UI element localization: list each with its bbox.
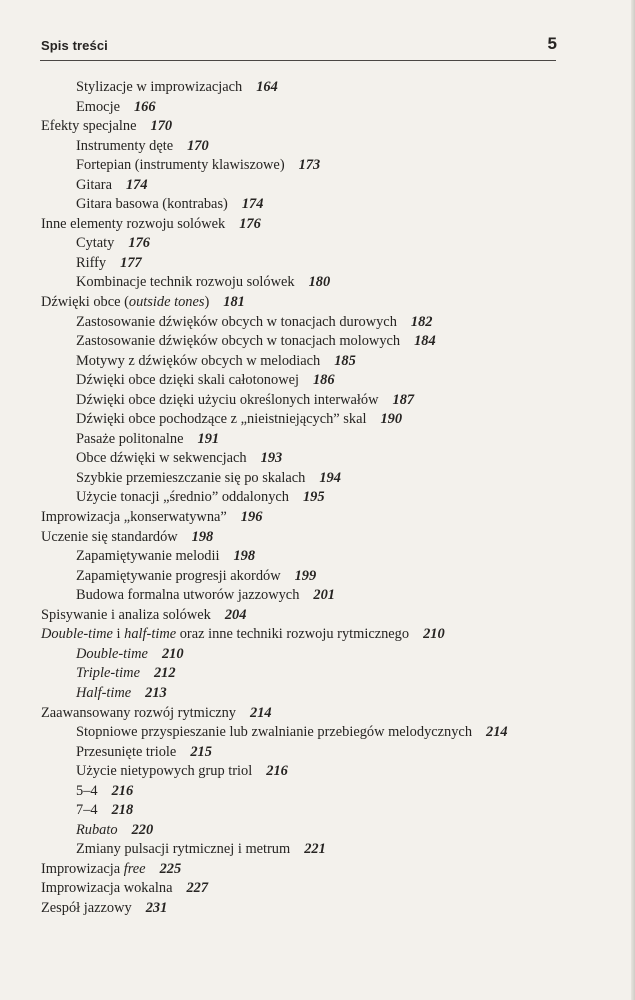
- toc-page-number: 231: [145, 899, 168, 916]
- toc-subsection-entry: [0, 78, 635, 98]
- toc-entry-title: outside tones: [128, 294, 205, 311]
- toc-subsection-entry: [0, 547, 635, 567]
- toc-section-entry: [0, 879, 635, 899]
- toc-section-entry: [0, 528, 635, 548]
- toc-page-number: 191: [197, 430, 220, 447]
- toc-entry-title: Triple-time: [76, 665, 140, 682]
- toc-entry-title: Szybkie przemieszczanie się po skalach: [76, 469, 306, 486]
- toc-subsection-entry: [0, 332, 635, 352]
- toc-subsection-entry: [0, 664, 635, 684]
- toc-entry-title: Efekty specjalne: [41, 118, 137, 135]
- toc-page-number: 170: [150, 118, 173, 135]
- toc-page-number: 164: [256, 79, 278, 95]
- toc-entry-title: Zapamiętywanie progresji akordów: [76, 567, 281, 584]
- toc-entry-title: oraz inne techniki rozwoju rytmicznego: [176, 626, 410, 643]
- toc-subsection-entry: [0, 567, 635, 587]
- toc-subsection-entry: [0, 430, 635, 450]
- toc-subsection-entry: [0, 391, 635, 411]
- toc-entry-title: Emocje: [76, 98, 120, 115]
- toc-entry-title: Double-time: [41, 626, 113, 643]
- toc-page-number: 210: [423, 626, 445, 643]
- toc-subsection-entry: [0, 782, 635, 802]
- toc-page-number: 212: [153, 665, 176, 682]
- toc-page-number: 180: [308, 274, 331, 291]
- toc-entry-title: Riffy: [76, 254, 107, 271]
- toc-section-entry: [0, 117, 635, 137]
- toc-entry-title: Uczenie się standardów: [41, 528, 178, 545]
- toc-entry-title: Stylizacje w improwizacjach: [76, 79, 243, 95]
- toc-page-number: 170: [187, 137, 209, 154]
- toc-page-number: 227: [186, 880, 209, 897]
- toc-entry-title: Improwizacja „konserwatywna”: [41, 509, 227, 526]
- toc-section-entry: [0, 860, 635, 880]
- toc-entry-title: Spisywanie i analiza solówek: [41, 606, 211, 623]
- toc-entry-title: Dźwięki obce dzięki skali całotonowej: [76, 372, 299, 389]
- toc-entry-title: Instrumenty dęte: [76, 137, 174, 154]
- toc-subsection-entry: [0, 137, 635, 157]
- running-header-title: Spis treści: [41, 38, 108, 53]
- toc-entry-title: Dźwięki obce (: [41, 294, 129, 311]
- toc-subsection-entry: [0, 469, 635, 489]
- toc-page-number: 215: [190, 743, 212, 760]
- toc-page-number: 187: [392, 391, 415, 408]
- toc-entry-title: Dźwięki obce dzięki użyciu określonych interwałów: [76, 391, 379, 408]
- toc-page-number: 181: [223, 294, 245, 311]
- toc-entry-title: Obce dźwięki w sekwencjach: [76, 450, 247, 467]
- toc-entry-title: Zapamiętywanie melodii: [76, 548, 220, 565]
- toc-subsection-entry: [0, 762, 635, 782]
- toc-entry-title: Kombinacje technik rozwoju solówek: [76, 274, 295, 291]
- toc-subsection-entry: [0, 488, 635, 508]
- toc-subsection-entry: [0, 410, 635, 430]
- toc-subsection-entry: [0, 156, 635, 176]
- toc-entry-title: Zastosowanie dźwięków obcych w tonacjach molowych: [76, 333, 401, 350]
- toc-entry-title: ): [204, 294, 210, 311]
- toc-page-number: 182: [410, 313, 433, 330]
- toc-subsection-entry: [0, 645, 635, 665]
- toc-subsection-entry: [0, 313, 635, 333]
- toc-entry-title: Stopniowe przyspieszanie lub zwalnianie przebiegów melodycznych: [76, 724, 473, 741]
- toc-entry-title: Zespół jazzowy: [41, 899, 132, 916]
- toc-page-number: 225: [159, 860, 182, 877]
- toc-page-number: 193: [260, 450, 283, 467]
- toc-page-number: 218: [111, 802, 134, 819]
- page-edge: [631, 0, 635, 1000]
- toc-entry-title: Zmiany pulsacji rytmicznej i metrum: [76, 841, 291, 858]
- toc-section-entry: [0, 215, 635, 235]
- toc-entry-title: Zaawansowany rozwój rytmiczny: [41, 704, 237, 721]
- toc-subsection-entry: [0, 352, 635, 372]
- toc-entry-title: Użycie tonacji „średnio” oddalonych: [76, 489, 289, 506]
- toc-page-number: 185: [334, 352, 356, 369]
- toc-page-number: 220: [131, 821, 154, 838]
- toc-subsection-entry: [0, 743, 635, 763]
- toc-entry-title: Inne elementy rozwoju solówek: [41, 215, 226, 232]
- toc-entry-title: Improwizacja: [41, 860, 124, 877]
- toc-page-number: 196: [240, 509, 263, 526]
- toc-page-number: 198: [191, 528, 214, 545]
- toc-page-number: 210: [161, 645, 184, 662]
- toc-entry-title: 5–4: [76, 782, 98, 799]
- toc-entry-title: i: [112, 626, 125, 643]
- toc-page-number: 184: [414, 333, 436, 350]
- toc-page-number: 176: [239, 215, 261, 232]
- toc-entry-title: Zastosowanie dźwięków obcych w tonacjach durowych: [76, 313, 397, 330]
- toc-entry-title: half-time: [124, 626, 177, 643]
- toc-section-entry: [0, 704, 635, 724]
- toc-page-number: 213: [145, 684, 167, 701]
- toc-section-entry: [0, 625, 635, 645]
- toc-page-number: 216: [266, 763, 288, 780]
- toc-page-number: 190: [380, 411, 403, 428]
- toc-entry-title: Pasaże politonalne: [76, 430, 184, 447]
- toc-entry-title: Budowa formalna utworów jazzowych: [76, 587, 300, 604]
- toc-subsection-entry: [0, 449, 635, 469]
- toc-entry-title: Gitara: [76, 176, 112, 193]
- toc-page-number: 201: [313, 587, 335, 604]
- toc-subsection-entry: [0, 234, 635, 254]
- header-rule: [40, 60, 556, 61]
- toc-subsection-entry: [0, 801, 635, 821]
- toc-page-number: 177: [120, 254, 142, 271]
- toc-entry-title: Gitara basowa (kontrabas): [76, 196, 228, 213]
- toc-page-number: 174: [125, 176, 148, 193]
- toc-page-number: 198: [233, 548, 256, 565]
- toc-entry-title: Użycie nietypowych grup triol: [76, 763, 253, 780]
- toc-page-number: 221: [304, 841, 326, 858]
- toc-entry-title: Motywy z dźwięków obcych w melodiach: [76, 352, 321, 369]
- toc-subsection-entry: [0, 98, 635, 118]
- toc-subsection-entry: [0, 195, 635, 215]
- toc-section-entry: [0, 293, 635, 313]
- toc-page-number: 204: [224, 606, 247, 623]
- toc-entry-title: Przesunięte triole: [76, 743, 177, 760]
- toc-entry-title: free: [123, 860, 146, 877]
- toc-page-number: 214: [486, 724, 508, 741]
- toc-subsection-entry: [0, 840, 635, 860]
- toc-subsection-entry: [0, 273, 635, 293]
- toc-entry-title: Fortepian (instrumenty klawiszowe): [76, 157, 285, 174]
- toc-page-number: 166: [133, 98, 156, 115]
- toc-entry-title: Rubato: [76, 821, 118, 838]
- toc-page-number: 186: [312, 372, 335, 389]
- toc-entry-title: Half-time: [76, 684, 132, 701]
- toc-section-entry: [0, 606, 635, 626]
- toc-page-number: 195: [302, 489, 325, 506]
- toc-subsection-entry: [0, 176, 635, 196]
- toc-subsection-entry: [0, 723, 635, 743]
- page-number: 5: [547, 34, 557, 53]
- toc-page-number: 176: [128, 235, 150, 252]
- toc-subsection-entry: [0, 684, 635, 704]
- table-of-contents: [0, 78, 635, 919]
- toc-subsection-entry: [0, 371, 635, 391]
- toc-entry-title: 7–4: [76, 802, 98, 819]
- toc-entry-title: Cytaty: [76, 235, 115, 252]
- toc-entry-title: Dźwięki obce pochodzące z „nieistniejących” skal: [76, 411, 367, 428]
- toc-page-number: 174: [241, 196, 264, 213]
- toc-section-entry: [0, 899, 635, 919]
- toc-page-number: 216: [111, 782, 134, 799]
- toc-entry-title: Improwizacja wokalna: [41, 880, 173, 897]
- toc-page-number: 173: [298, 157, 321, 174]
- toc-page-number: 214: [250, 704, 272, 721]
- toc-page-number: 199: [294, 567, 317, 584]
- toc-entry-title: Double-time: [76, 645, 148, 662]
- toc-subsection-entry: [0, 254, 635, 274]
- toc-page-number: 194: [319, 469, 341, 486]
- toc-subsection-entry: [0, 821, 635, 841]
- toc-subsection-entry: [0, 586, 635, 606]
- toc-section-entry: [0, 508, 635, 528]
